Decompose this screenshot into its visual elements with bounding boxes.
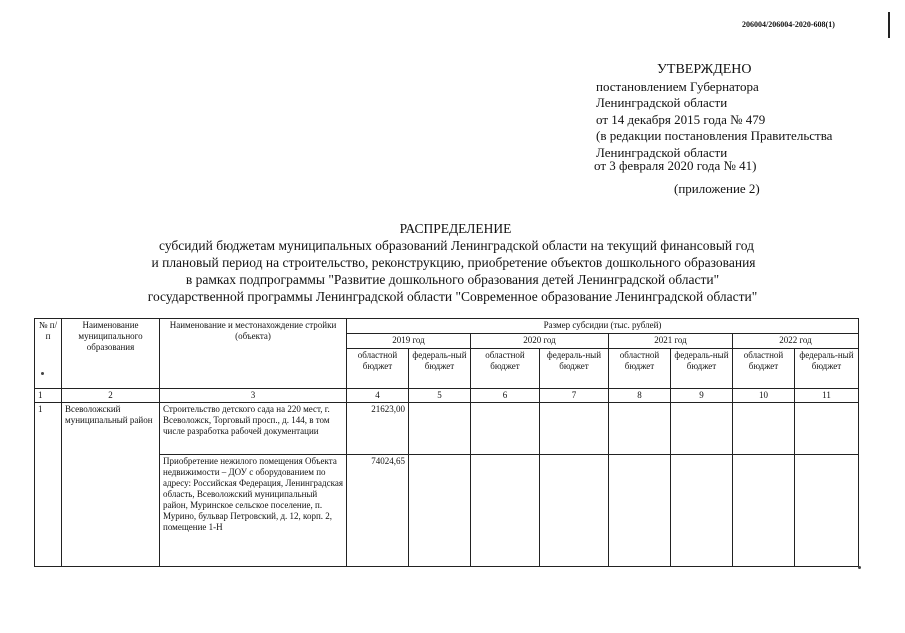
approval-line: постановлением Губернатора [596, 78, 759, 94]
regional-2019-value: 74024,65 [347, 455, 409, 567]
column-number: 1 [35, 389, 62, 403]
column-number: 5 [409, 389, 471, 403]
column-number: 2 [62, 389, 160, 403]
empty-cell [795, 403, 859, 455]
empty-cell [733, 403, 795, 455]
empty-cell [609, 455, 671, 567]
empty-cell [540, 403, 609, 455]
empty-cell [671, 455, 733, 567]
header-year: 2022 год [733, 334, 859, 349]
document-title-block [0, 220, 905, 305]
column-number: 9 [671, 389, 733, 403]
header-year: 2021 год [609, 334, 733, 349]
document-id: 206004/206004-2020-608(1) [742, 20, 835, 29]
header-regional-budget: областной бюджет [471, 349, 540, 389]
municipality-name: Всеволожский муниципальный район [62, 403, 160, 567]
empty-cell [733, 455, 795, 567]
column-number: 8 [609, 389, 671, 403]
column-number: 11 [795, 389, 859, 403]
header-num: № п/п [35, 319, 62, 389]
column-number: 10 [733, 389, 795, 403]
subsidy-table [34, 318, 859, 567]
empty-cell [409, 403, 471, 455]
approval-line: Ленинградской области [596, 144, 728, 160]
header-federal-budget: федераль-ный бюджет [409, 349, 471, 389]
header-regional-budget: областной бюджет [733, 349, 795, 389]
header-federal-budget: федераль-ный бюджет [671, 349, 733, 389]
scan-dot [41, 372, 44, 375]
empty-cell [609, 403, 671, 455]
scan-dot [858, 566, 861, 569]
scan-edge-mark [888, 12, 890, 38]
column-number: 6 [471, 389, 540, 403]
table-row [35, 403, 859, 455]
approval-line: (в редакции постановления Правительства [596, 128, 833, 143]
appendix-label: (приложение 2) [674, 180, 760, 196]
header-object: Наименование и местонахождение стройки (объекта) [160, 319, 347, 389]
object-description: Строительство детского сада на 220 мест, г. Всеволожск, Торговый просп., д. 144, в том числе разработка рабочей документации [160, 403, 347, 455]
empty-cell [409, 455, 471, 567]
header-regional-budget: областной бюджет [347, 349, 409, 389]
empty-cell [795, 455, 859, 567]
object-description: Приобретение нежилого помещения Объекта недвижимости – ДОУ с оборудованием по адресу: Российская Федерация, Ленинградская область, Всеволожский муниципальный район, Муринское сельское поселение, п. Мурино, бульвар Петровский, д. 12, корп. 2, помещение 1-Н [160, 455, 347, 567]
header-federal-budget: федераль-ный бюджет [795, 349, 859, 389]
approval-line: Ленинградской области [596, 95, 728, 110]
title-line: государственной программы Ленинградской области "Современное образование Ленинградской области" [147, 289, 758, 304]
header-federal-budget: федераль-ный бюджет [540, 349, 609, 389]
header-subsidy: Размер субсидии (тыс. рублей) [347, 319, 859, 334]
approval-block [596, 62, 832, 197]
regional-2019-value: 21623,00 [347, 403, 409, 455]
empty-cell [471, 455, 540, 567]
header-regional-budget: областной бюджет [609, 349, 671, 389]
title-line: и плановый период на строительство, реконструкцию, приобретение объектов дошкольного образования [151, 255, 756, 270]
approval-line: от 3 февраля 2020 года № 41) [594, 158, 757, 173]
empty-cell [471, 403, 540, 455]
row-number: 1 [35, 403, 62, 567]
header-year: 2020 год [471, 334, 609, 349]
column-number: 4 [347, 389, 409, 403]
document-title: РАСПРЕДЕЛЕНИЕ [399, 221, 512, 236]
column-number: 3 [160, 389, 347, 403]
empty-cell [671, 403, 733, 455]
header-year: 2019 год [347, 334, 471, 349]
approval-line: от 14 декабря 2015 года № 479 [596, 111, 766, 127]
title-line: субсидий бюджетам муниципальных образований Ленинградской области на текущий финансовый год [159, 238, 754, 253]
column-number: 7 [540, 389, 609, 403]
empty-cell [540, 455, 609, 567]
header-municipality: Наименование муниципального образования [62, 319, 160, 389]
title-line: в рамках подпрограммы "Развитие дошкольного образования детей Ленинградской области" [185, 272, 720, 287]
approval-heading: УТВЕРЖДЕНО [657, 62, 752, 77]
